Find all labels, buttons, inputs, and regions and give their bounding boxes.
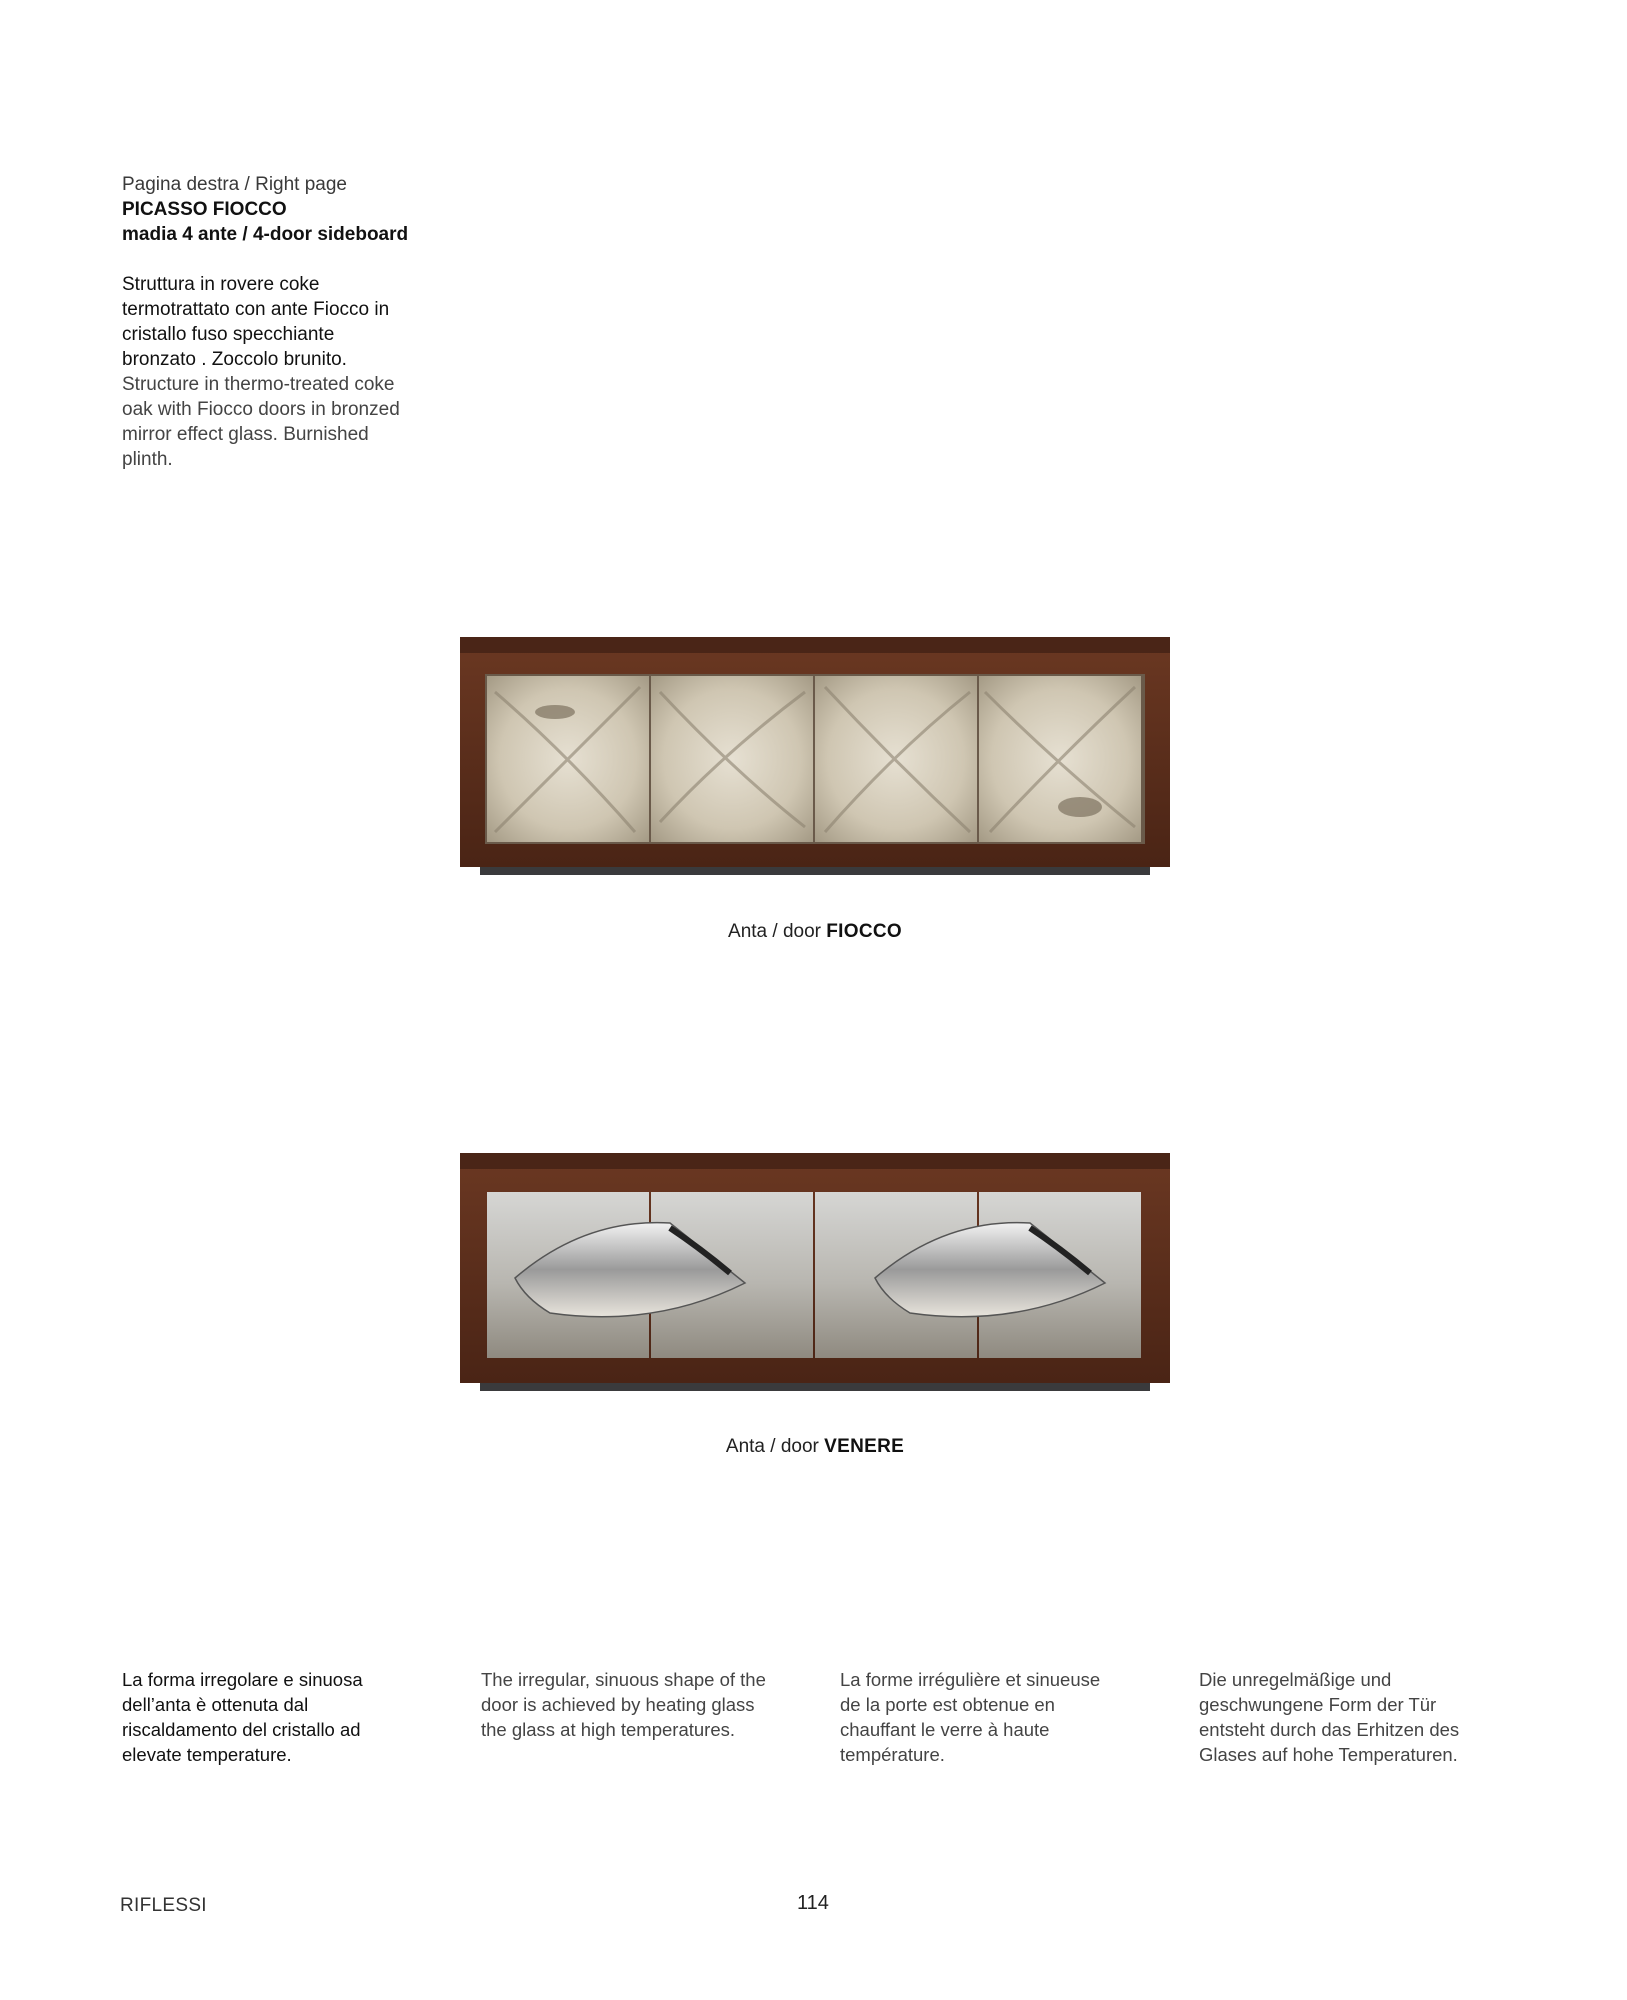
caption-venere [455, 1436, 1175, 1458]
description-en: Structure in thermo-treated coke oak with Fiocco doors in bronzed mirror effect glass. Burnished plinth. [122, 374, 400, 470]
caption-fiocco-name: FIOCCO [826, 921, 902, 942]
caption-fiocco [455, 921, 1175, 943]
cabinet-top [460, 637, 1170, 653]
footer-brand: RIFLESSI [120, 1895, 207, 1916]
page-ref-en: Right page [249, 174, 347, 195]
sideboard-venere-image [455, 1148, 1175, 1398]
caption-venere-mid: / door [765, 1436, 825, 1457]
caption-fiocco-mid: / door [767, 921, 827, 942]
product-type: madia 4 ante / 4-door sideboard [122, 224, 409, 245]
description-column-de: Die unregelmäßige und geschwungene Form der Tür entsteht durch das Erhitzen des Glases auf hohe Temperaturen. [1199, 1669, 1460, 1765]
sideboard-fiocco-image [455, 632, 1175, 882]
fiocco-door-2 [651, 676, 813, 842]
page-reference [122, 172, 412, 197]
caption-fiocco-prefix: Anta [728, 921, 768, 942]
cabinet-plinth [480, 867, 1150, 875]
description-column-it: La forma irregolare e sinuosa dell’anta è ottenuta dal riscaldamento del cristallo ad elevate temperature. [122, 1669, 363, 1765]
page-ref-it: Pagina destra / [122, 174, 250, 195]
description-column-en: The irregular, sinuous shape of the door is achieved by heating glass the glass at high temperatures. [481, 1669, 766, 1740]
sideboard-fiocco-illustration [455, 632, 1175, 882]
product-description [122, 272, 412, 472]
caption-venere-prefix: Anta [725, 1436, 765, 1457]
caption-venere-name: VENERE [824, 1436, 905, 1457]
description-column-fr: La forme irrégulière et sinueuse de la porte est obtenue en chauffant le verre à haute température. [840, 1669, 1101, 1765]
description-it: Struttura in rovere coke termotrattato con ante Fiocco in cristallo fuso specchiante bronzato . Zoccolo brunito. [122, 274, 390, 370]
product-intro [122, 172, 412, 472]
sideboard-venere-illustration [455, 1148, 1175, 1398]
cabinet-top [460, 1153, 1170, 1169]
page-number: 114 [797, 1892, 829, 1914]
cabinet-plinth [480, 1383, 1150, 1391]
product-name: PICASSO FIOCCO [122, 199, 287, 220]
